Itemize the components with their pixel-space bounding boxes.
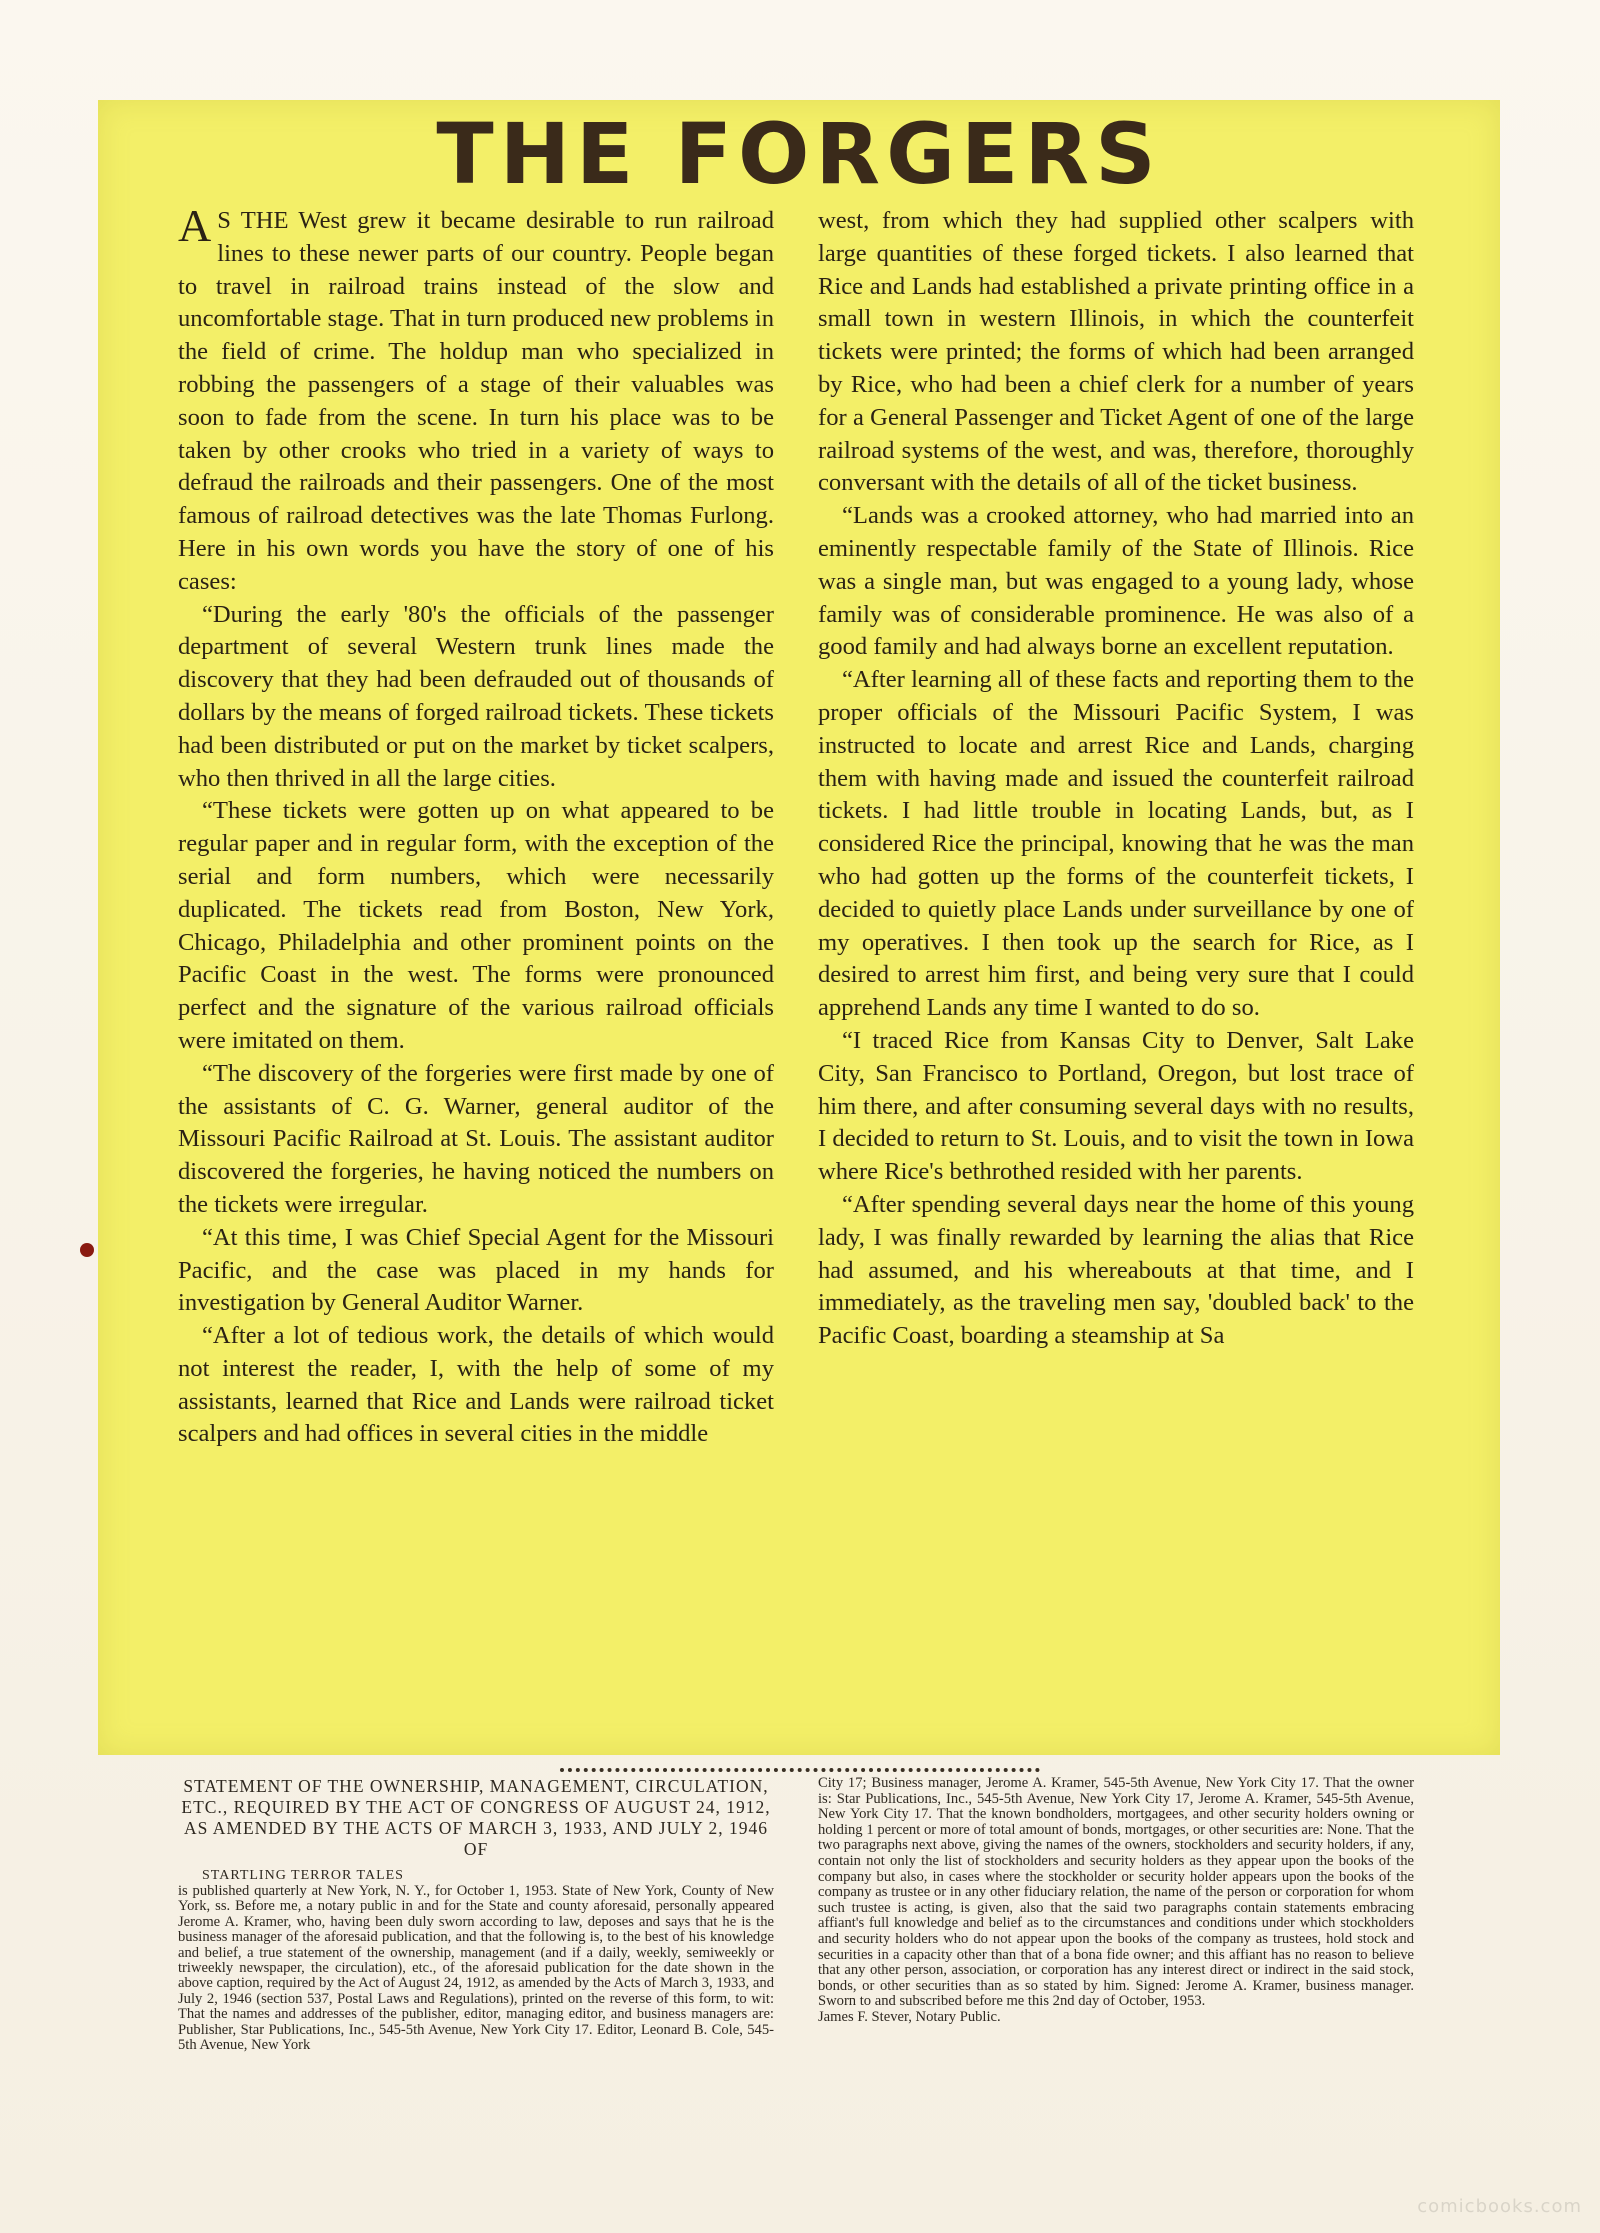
page-title: THE FORGERS — [436, 105, 1162, 203]
story-left-column — [178, 200, 774, 1451]
story-paragraph: “These tickets were gotten up on what appeared to be regular paper and in regular form, with the exception of the serial and form numbers, which were necessarily duplicated. The tickets read from Boston, New York, Chicago, Philadelphia and other prominent points on the Pacific Coast in the west. The forms were pronounced perfect and the signature of the various railroad officials were imitated on them. — [178, 797, 774, 1054]
statement-body: is published quarterly at New York, N. Y., for October 1, 1953. State of New York, County of New York, ss. Before me, a notary public in and for the State and county aforesaid, personally appeared Jerome A. Kramer, who, having been duly sworn according to law, deposes and says that he is the business manager of the aforesaid publication, and that the following is, to the best of his knowledge and belief, a true statement of the ownership, management (and if a daily, weekly, semiweekly or triweekly newspaper, the circulation), etc., of the aforesaid publication for the date shown in the above caption, required by the Act of August 24, 1912, as amended by the Acts of March 3, 1933, and July 2, 1946 (section 537, Postal Laws and Regulations), printed on the reverse of this form, to wit: That the names and addresses of the publisher, editor, managing editor, and business managers are: Publisher, Star Publications, Inc., 545-5th Avenue, New York City 17. Editor, Leonard B. Cole, 545-5th Avenue, New York — [178, 1883, 774, 2054]
site-watermark: comicbooks.com — [1417, 2196, 1582, 2217]
story-paragraph: “I traced Rice from Kansas City to Denver, Salt Lake City, San Francisco to Portland, Oregon, but lost trace of him there, and after consuming several days with no results, I decided to return to St. Louis, and to visit the town in Iowa where Rice's bethrothed resided with her parents. — [818, 1026, 1414, 1186]
ink-spot — [80, 1243, 94, 1257]
story-paragraph: “At this time, I was Chief Special Agent for the Missouri Pacific, and the case was placed in my hands for investigation by General Auditor Warner. — [178, 1223, 774, 1317]
story-paragraph: “Lands was a crooked attorney, who had married into an eminently respectable family of the State of Illinois. Rice was a single man, but was engaged to a young lady, whose family was of considerable prominence. He was also of a good family and had always borne an excellent reputation. — [818, 502, 1414, 661]
dotted-divider — [560, 1768, 1040, 1772]
story-paragraph: “During the early '80's the officials of the passenger department of several Western trunk lines made the discovery that they had been defrauded out of thousands of dollars by the means of forged railroad tickets. These tickets had been distributed or put on the market by ticket scalpers, who then thrived in all the large cities. — [178, 600, 774, 792]
magazine-name: STARTLING TERROR TALES — [202, 1868, 404, 1883]
story-paragraph: west, from which they had supplied other scalpers with large quantities of these forged tickets. I also learned that Rice and Lands had established a private printing office in a small town in western Illinois, in which the counterfeit tickets were printed; the forms of which had been arranged by Rice, who had been a chief clerk for a number of years for a General Passenger and Ticket Agent of one of the large railroad systems of the west, and was, therefore, thoroughly conversant with the details of all of the ticket business. — [818, 207, 1414, 497]
story-intro-text: S THE West grew it became desirable to run railroad lines to these newer parts of our country. People began to travel in railroad trains instead of the slow and uncomfortable stage. That in turn produced new problems in the field of crime. The holdup man who specialized in robbing the passengers of a stage of their valuables was soon to fade from the scene. In turn his place was to be taken by other crooks who tried in a variety of ways to defraud the railroads and their passengers. One of the most famous of railroad detectives was the late Thomas Furlong. Here in his own words you have the story of one of his cases: — [178, 207, 774, 595]
story-paragraph — [178, 200, 774, 599]
statement-body: City 17; Business manager, Jerome A. Kramer, 545-5th Avenue, New York City 17. That the owner is: Star Publications, Inc., 545-5th Avenue, New York City 17, Jerome A. Kramer, 545-5th Avenue, New York City 17. That the known bondholders, mortgagees, and other security holders owning or holding 1 percent or more of total amount of bonds, mortgages, or other securities are: None. That the two paragraphs next above, giving the names of the owners, stockholders and security holders, if any, contain not only the list of stockholders and security holders as they appear upon the books of the company but also, in cases where the stockholder or security holder appears upon the books of the company as trustee or in any other fiduciary relation, the name of the person or corporation for whom such trustee is acting, is given, also that the said two paragraphs contain statements embracing affiant's full knowledge and belief as to the circumstances and conditions under which stockholders and security holders who do not appear upon the books of the company as trustees, hold stock and securities in a capacity other than that of a bona fide owner; and this affiant has no reason to believe that any other person, association, or corporation has any interest direct or indirect in the said stock, bonds, or other securities than as so stated by him. Signed: Jerome A. Kramer, business manager. Sworn to and subscribed before me this 2nd day of October, 1953. — [818, 1775, 1414, 2010]
story-paragraph: “After spending several days near the home of this young lady, I was finally rewarded by learning the alias that Rice had assumed, and his whereabouts at that time, and I immediately, as the traveling men say, 'doubled back' to the Pacific Coast, boarding a steamship at Sa — [818, 1190, 1414, 1350]
story-paragraph: “After a lot of tedious work, the details of which would not interest the reader, I, with the help of some of my assistants, learned that Rice and Lands were railroad ticket scalpers and had offices in several cities in the middle — [178, 1322, 774, 1448]
story-paragraph: “The discovery of the forgeries were first made by one of the assistants of C. G. Warner, general auditor of the Missouri Pacific Railroad at St. Louis. The assistant auditor discovered the forgeries, he having noticed the numbers on the tickets were irregular. — [178, 1059, 774, 1218]
statement-heading: STATEMENT OF THE OWNERSHIP, MANAGEMENT, CIRCULATION, ETC., REQUIRED BY THE ACT OF CONGRESS OF AUGUST 24, 1912, AS AMENDED BY THE ACTS OF MARCH 3, 1933, AND JULY 2, 1946 OF — [181, 1776, 771, 1859]
story-paragraph: “After learning all of these facts and reporting them to the proper officials of the Missouri Pacific System, I was instructed to locate and arrest Rice and Lands, charging them with having made and issued the counterfeit railroad tickets. I had little trouble in locating Lands, but, as I considered Rice the principal, knowing that he was the man who had gotten up the forms of the counterfeit tickets, I decided to quietly place Lands under surveillance by one of my operatives. I then took up the search for Rice, as I desired to arrest him first, and being very sure that I could apprehend Lands any time I wanted to do so. — [818, 666, 1414, 1022]
ownership-statement-right — [818, 1776, 1414, 2026]
notary-signature: James F. Stever, Notary Public. — [818, 2008, 1001, 2025]
story-right-column — [818, 205, 1414, 1353]
drop-cap: A — [178, 200, 212, 251]
ownership-statement-left — [178, 1776, 774, 2053]
